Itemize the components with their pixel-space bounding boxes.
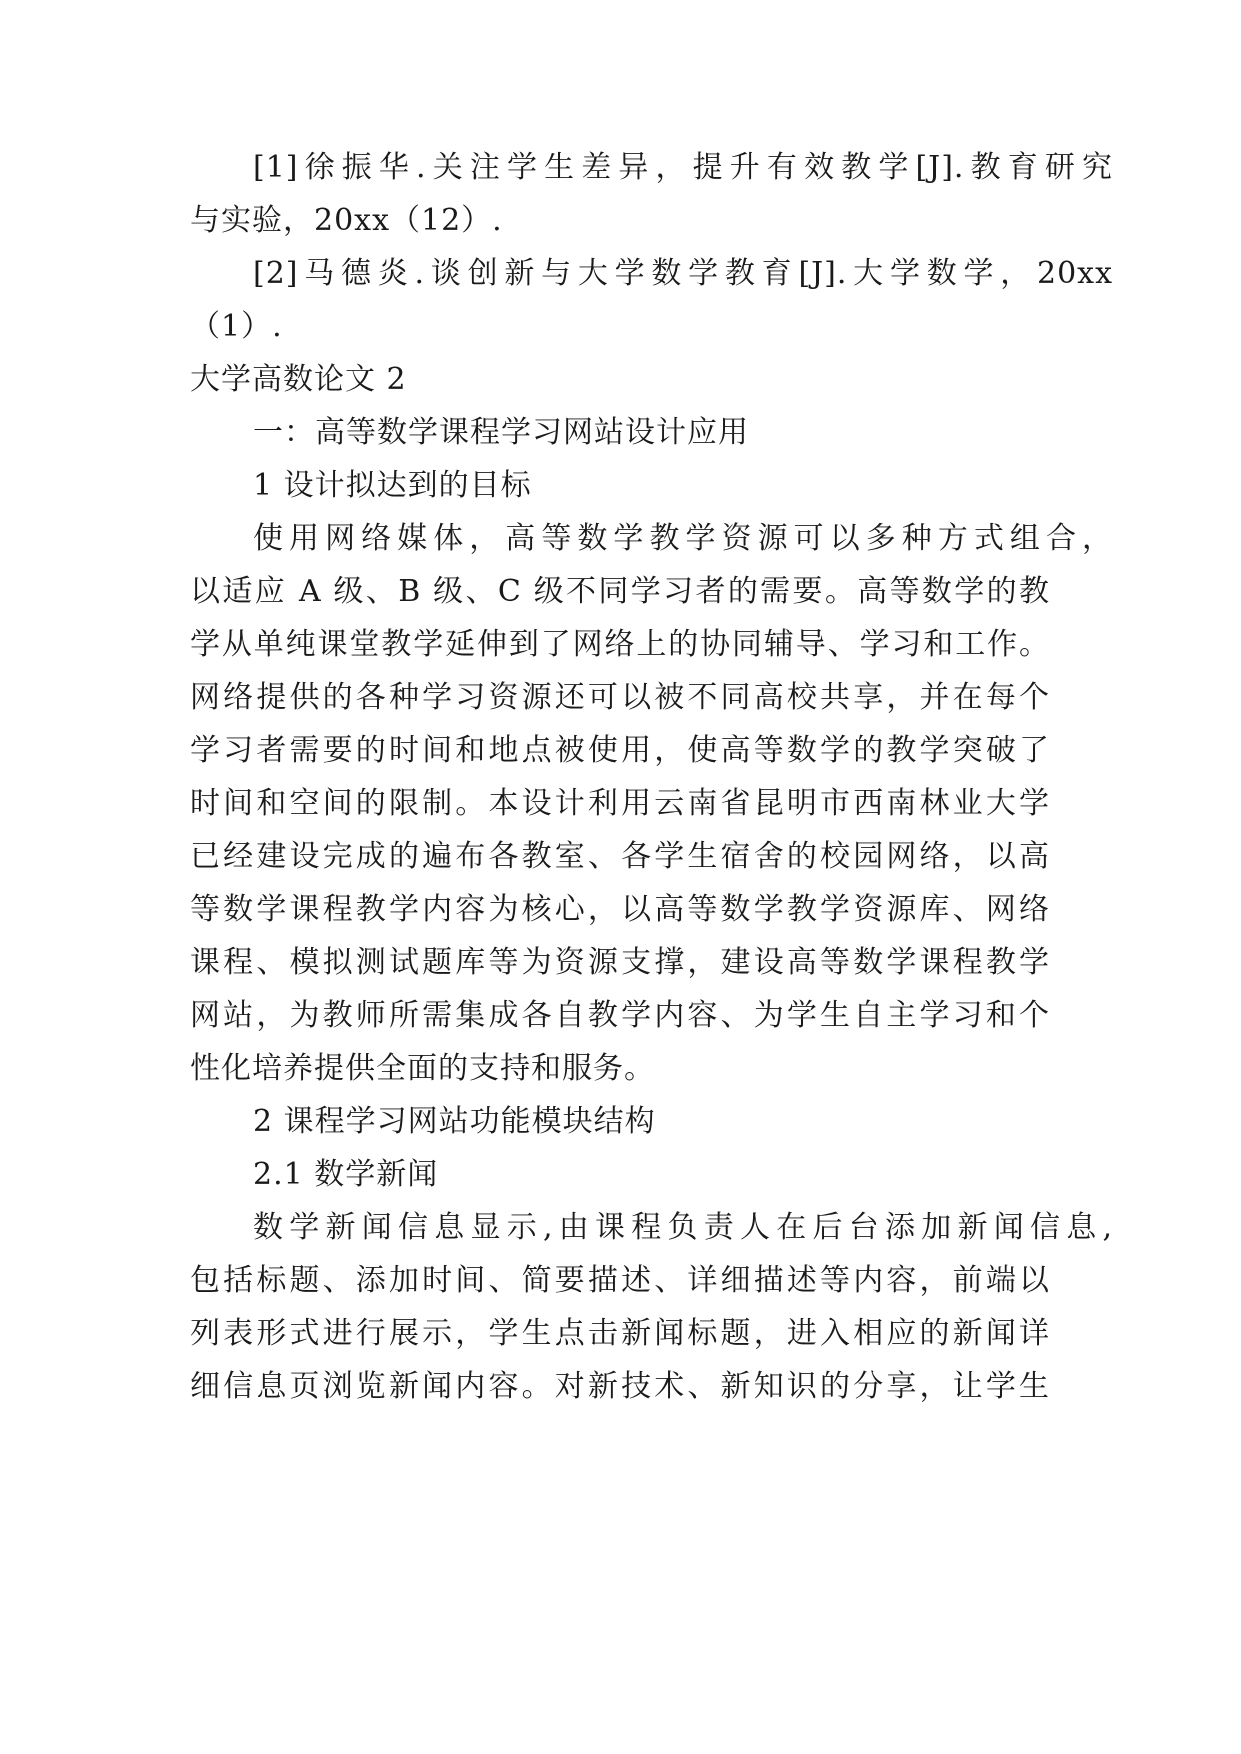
heading-1-1: 1 设计拟达到的目标: [253, 468, 532, 503]
heading-2: 2 课程学习网站功能模块结构: [253, 1104, 656, 1139]
reference-2-line-2: （1）.: [190, 309, 283, 344]
paragraph-1-line-8: 等数学课程教学内容为核心，以高等数学教学资源库、网络: [190, 892, 1050, 927]
reference-1-line-1: [1]徐振华.关注学生差异，提升有效教学[J].教育研究: [253, 150, 1113, 185]
heading-1: 一：高等数学课程学习网站设计应用: [253, 415, 749, 450]
paragraph-2-line-3: 列表形式进行展示，学生点击新闻标题，进入相应的新闻详: [190, 1316, 1050, 1351]
paragraph-1-line-5: 学习者需要的时间和地点被使用，使高等数学的教学突破了: [190, 733, 1050, 768]
paragraph-1-line-9: 课程、模拟测试题库等为资源支撑，建设高等数学课程教学: [190, 945, 1050, 980]
paragraph-2-line-2: 包括标题、添加时间、简要描述、详细描述等内容，前端以: [190, 1263, 1050, 1298]
paragraph-1-line-6: 时间和空间的限制。本设计利用云南省昆明市西南林业大学: [190, 786, 1050, 821]
paragraph-1-line-11: 性化培养提供全面的支持和服务。: [190, 1051, 655, 1086]
paragraph-1-line-7: 已经建设完成的遍布各教室、各学生宿舍的校园网络，以高: [190, 839, 1050, 874]
heading-2-1: 2.1 数学新闻: [253, 1157, 439, 1192]
paragraph-2-line-1: 数学新闻信息显示,由课程负责人在后台添加新闻信息,: [253, 1210, 1113, 1245]
reference-2-line-1: [2]马德炎.谈创新与大学数学教育[J].大学数学，20xx: [253, 256, 1113, 291]
paragraph-1-line-4: 网络提供的各种学习资源还可以被不同高校共享，并在每个: [190, 680, 1050, 715]
paragraph-2-line-4: 细信息页浏览新闻内容。对新技术、新知识的分享，让学生: [190, 1369, 1050, 1404]
reference-1-line-2: 与实验，20xx（12）.: [190, 203, 503, 238]
paragraph-1-line-2: 以适应 A 级、B 级、C 级不同学习者的需要。高等数学的教: [190, 574, 1050, 609]
paragraph-1-line-10: 网站，为教师所需集成各自教学内容、为学生自主学习和个: [190, 998, 1050, 1033]
section-title: 大学高数论文 2: [190, 362, 407, 397]
paragraph-1-line-3: 学从单纯课堂教学延伸到了网络上的协同辅导、学习和工作。: [190, 627, 1050, 662]
paragraph-1-line-1: 使用网络媒体，高等数学教学资源可以多种方式组合，: [253, 521, 1113, 556]
